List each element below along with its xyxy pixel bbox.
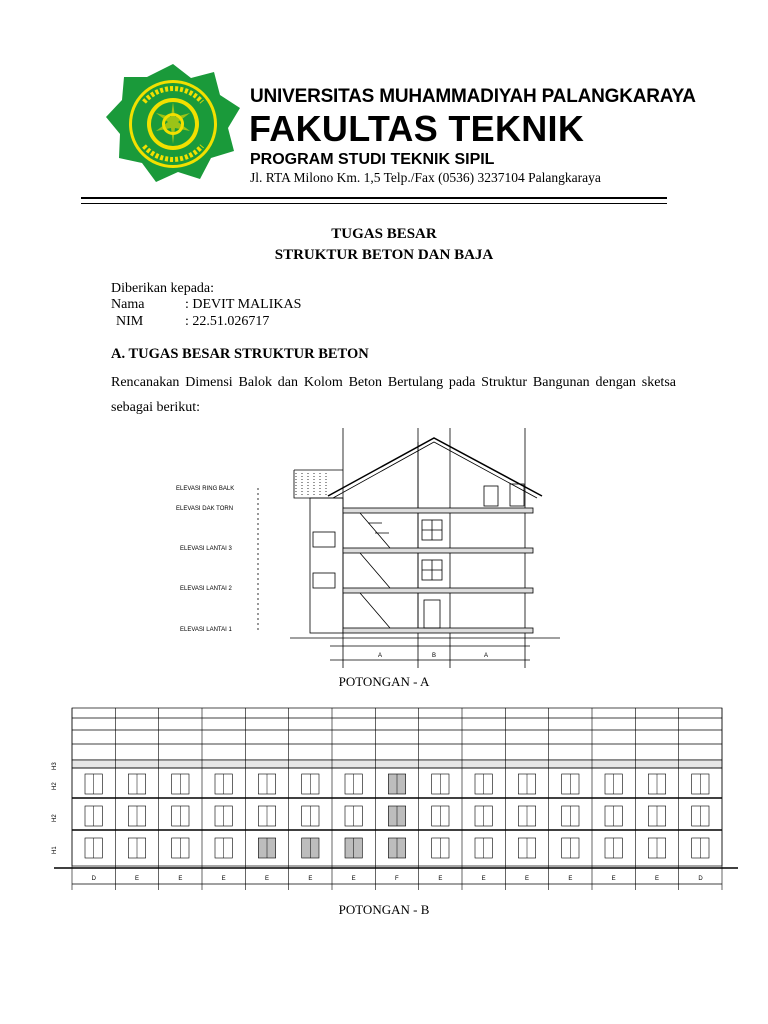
- span-label: A: [378, 653, 383, 659]
- section-b-caption: POTONGAN - B: [338, 902, 430, 917]
- elevation-label: ELEVASI DAK TORN: [176, 506, 234, 512]
- span-label: B: [432, 653, 437, 659]
- height-label: H1: [52, 846, 58, 854]
- height-label: H2: [52, 782, 58, 790]
- span-label: E: [525, 876, 530, 882]
- faculty-name: FAKULTAS TEKNIK: [249, 108, 585, 149]
- span-label: E: [308, 876, 313, 882]
- header-divider-thin: [81, 203, 667, 204]
- elevation-label: ELEVASI LANTAI 3: [180, 546, 232, 552]
- span-label: E: [655, 876, 660, 882]
- span-label: E: [568, 876, 573, 882]
- given-to-label: Diberikan kepada:: [111, 281, 215, 296]
- university-seal-logo: [104, 62, 242, 186]
- span-label: E: [221, 876, 226, 882]
- span-label: D: [91, 876, 97, 882]
- section-a-caption: POTONGAN - A: [338, 674, 430, 689]
- name-label: Nama: [111, 297, 145, 312]
- elevation-label: ELEVASI RING BALK: [176, 486, 235, 492]
- header-divider-thick: [81, 197, 667, 199]
- span-label: D: [698, 876, 703, 882]
- section-a-paragraph: Rencanakan Dimensi Balok dan Kolom Beton Bertulang pada Struktur Bangunan dengan sketsa sebagai berikut:: [111, 375, 676, 415]
- doc-title: TUGAS BESAR: [331, 226, 437, 242]
- elevation-label: ELEVASI LANTAI 2: [180, 586, 232, 592]
- height-label: H3: [52, 762, 58, 770]
- span-label: F: [395, 876, 399, 882]
- span-label: E: [481, 876, 486, 882]
- doc-subtitle: STRUKTUR BETON DAN BAJA: [274, 247, 494, 263]
- cross-section-a-drawing: [170, 428, 570, 668]
- nim-value: : 22.51.026717: [185, 314, 270, 329]
- section-a-heading: A. TUGAS BESAR STRUKTUR BETON: [111, 346, 369, 362]
- span-label: E: [611, 876, 616, 882]
- address: Jl. RTA Milono Km. 1,5 Telp./Fax (0536) 3237104 Palangkaraya: [250, 170, 601, 185]
- span-label: E: [178, 876, 183, 882]
- nim-label: NIM: [116, 314, 144, 329]
- span-label: E: [438, 876, 443, 882]
- study-program: PROGRAM STUDI TEKNIK SIPIL: [250, 151, 495, 168]
- span-label: E: [265, 876, 270, 882]
- cross-section-b-drawing: [48, 690, 744, 902]
- span-label: E: [135, 876, 140, 882]
- name-value: : DEVIT MALIKAS: [185, 297, 302, 312]
- university-name: UNIVERSITAS MUHAMMADIYAH PALANGKARAYA: [250, 86, 696, 107]
- elevation-label: ELEVASI LANTAI 1: [180, 627, 232, 633]
- span-label: E: [351, 876, 356, 882]
- span-label: A: [484, 653, 489, 659]
- height-label: H2: [52, 814, 58, 822]
